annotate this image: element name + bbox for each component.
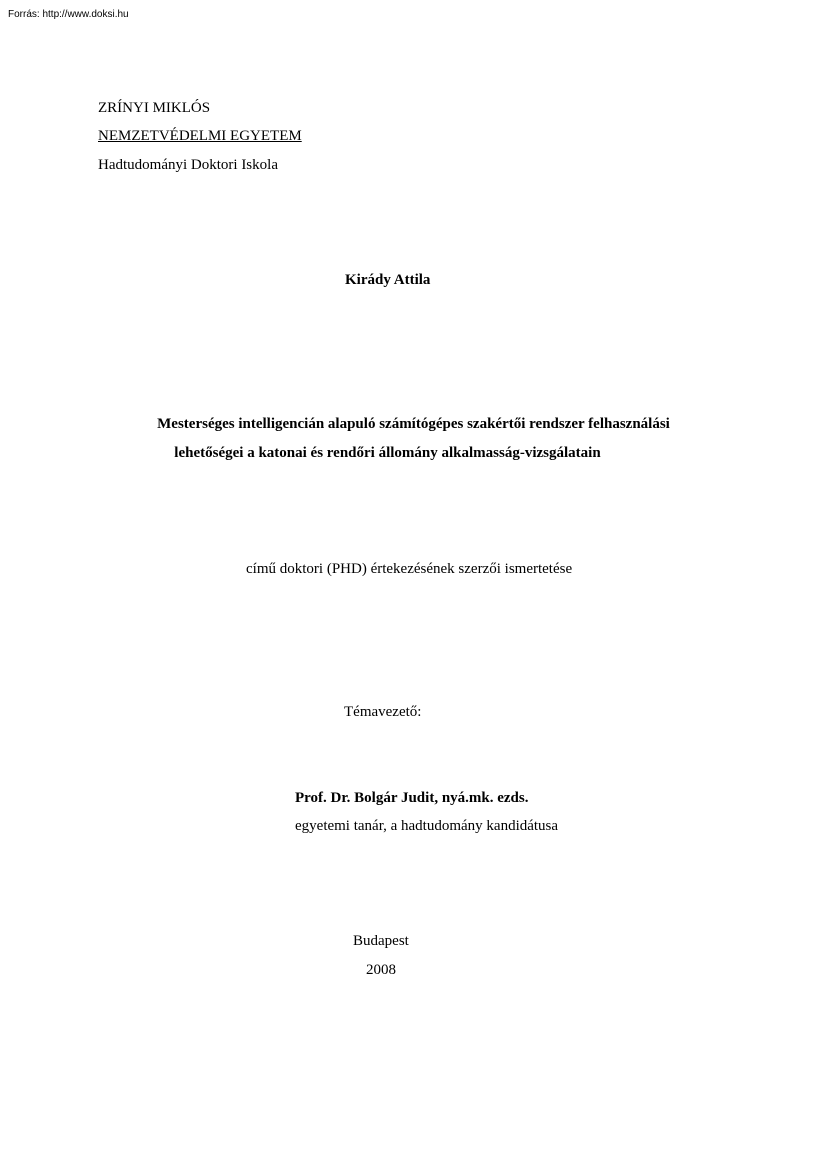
source-note: Forrás: http://www.doksi.hu: [8, 9, 129, 20]
place: Budapest: [353, 933, 409, 949]
author-name: Kirády Attila: [345, 272, 431, 288]
supervisor-name: Prof. Dr. Bolgár Judit, nyá.mk. ezds.: [295, 790, 529, 806]
thesis-title-line1: Mesterséges intelligencián alapuló számítógépes szakértői rendszer felhasználási: [157, 416, 670, 432]
institution-name-line1: ZRÍNYI MIKLÓS: [98, 100, 211, 116]
doctoral-school: Hadtudományi Doktori Iskola: [98, 157, 278, 173]
year: 2008: [366, 962, 396, 978]
supervisor-label: Témavezető:: [344, 704, 422, 720]
thesis-title-line2: lehetőségei a katonai és rendőri állomány alkalmasság-vizsgálatain: [174, 445, 601, 461]
institution-name-line2: NEMZETVÉDELMI EGYETEM: [98, 128, 302, 144]
supervisor-role: egyetemi tanár, a hadtudomány kandidátusa: [295, 818, 559, 834]
thesis-subtitle: című doktori (PHD) értekezésének szerzői ismertetése: [246, 561, 573, 577]
